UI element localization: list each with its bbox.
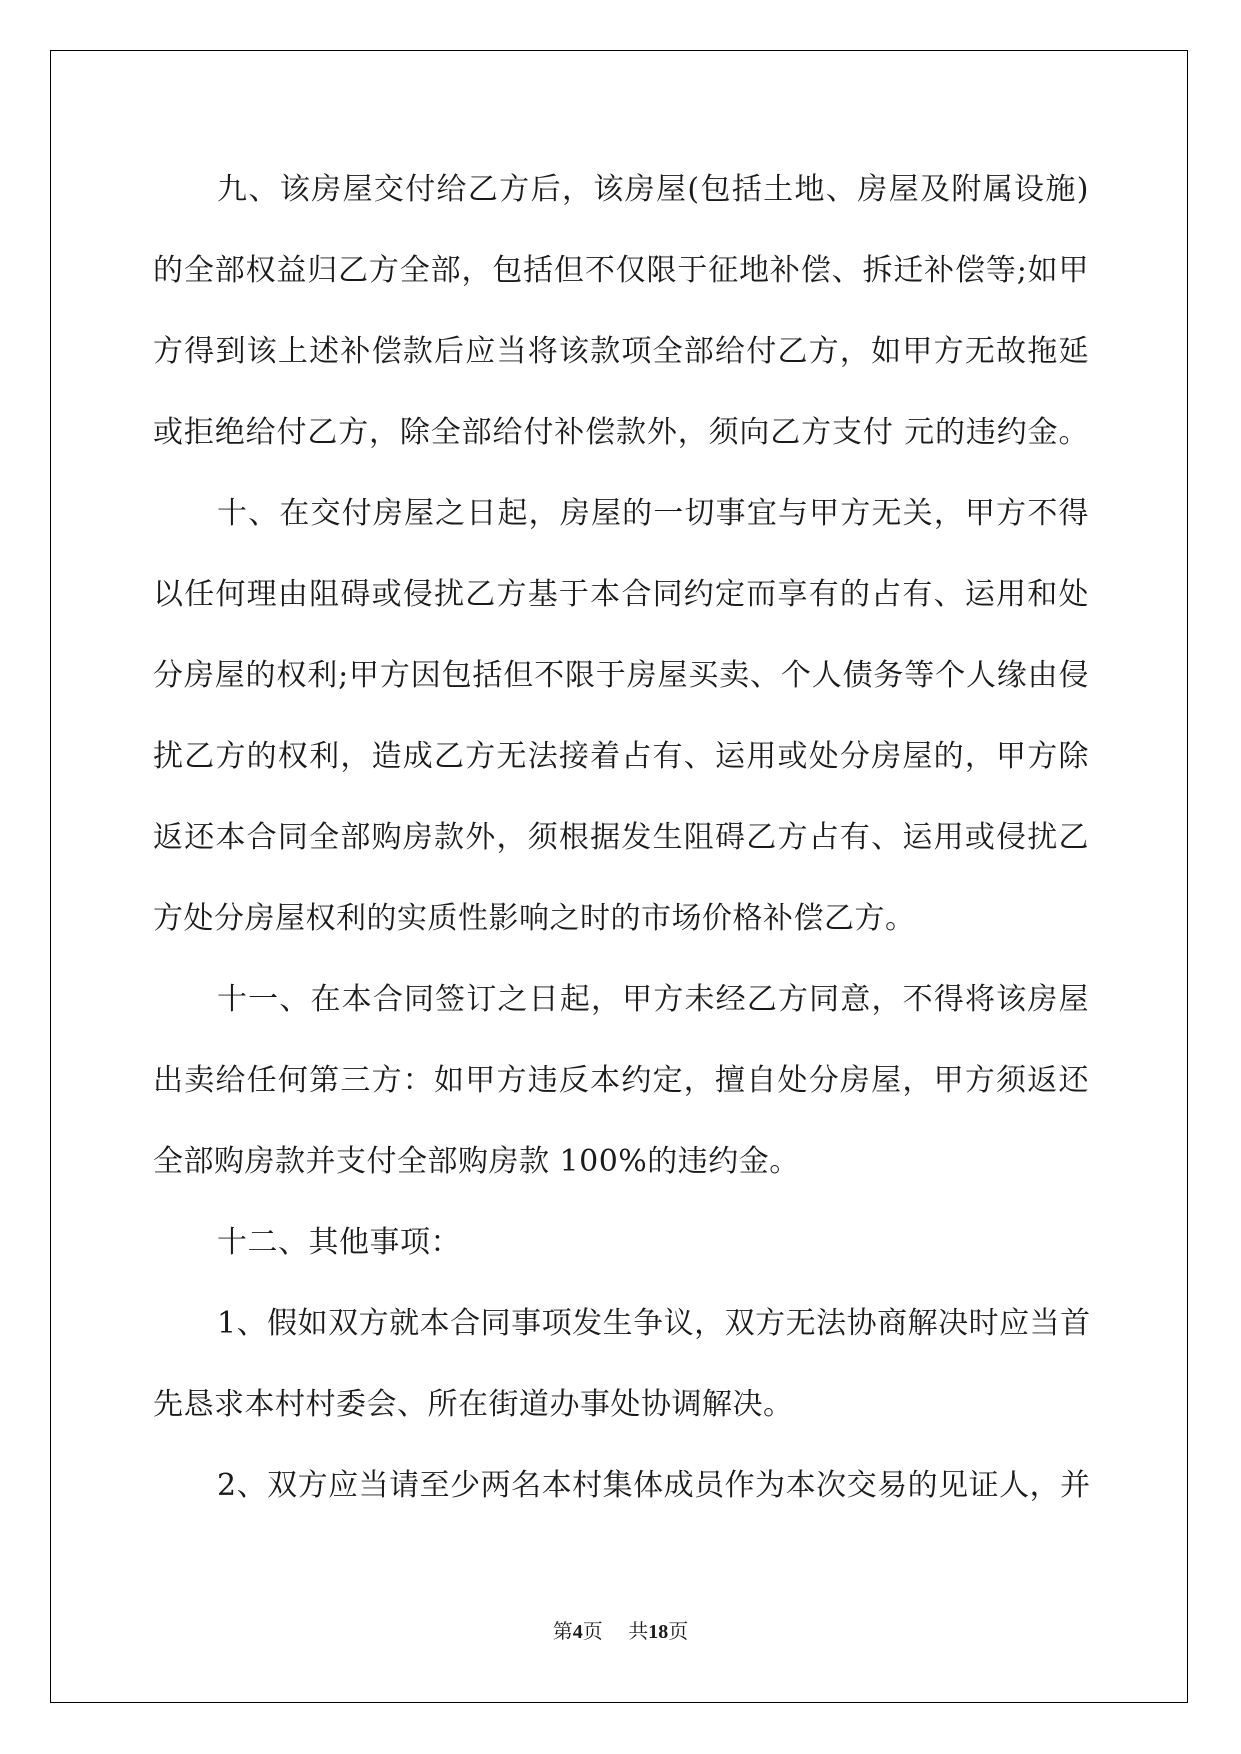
text-line: 以任何理由阻碍或侵扰乙方基于本合同约定而享有的占有、运用和处	[153, 577, 1089, 612]
text-line: 或拒绝给付乙方，除全部给付补偿款外，须向乙方支付 元的违约金。	[153, 415, 1089, 450]
total-page-count: 18	[648, 1621, 669, 1643]
text-line: 方处分房屋权利的实质性影响之时的市场价格补偿乙方。	[153, 901, 916, 936]
document-body	[153, 160, 1089, 1537]
text-line: 全部购房款并支付全部购房款 100%的违约金。	[153, 1144, 800, 1179]
text-line: 十二、其他事项：	[217, 1225, 461, 1260]
text-line: 的全部权益归乙方全部，包括但不仅限于征地补偿、拆迁补偿等;如甲	[153, 253, 1089, 288]
text-line: 分房屋的权利;甲方因包括但不限于房屋买卖、个人债务等个人缘由侵	[153, 658, 1089, 693]
text-line: 九、该房屋交付给乙方后，该房屋(包括土地、房屋及附属设施)	[217, 172, 1089, 207]
footer-page-suffix: 页	[582, 1619, 603, 1643]
text-line: 出卖给任何第三方：如甲方违反本约定，擅自处分房屋，甲方须返还	[153, 1063, 1089, 1098]
text-line: 十一、在本合同签订之日起，甲方未经乙方同意，不得将该房屋	[217, 982, 1089, 1017]
text-line: 2、双方应当请至少两名本村集体成员作为本次交易的见证人，并	[217, 1468, 1091, 1503]
current-page-number: 4	[572, 1621, 583, 1643]
text-line: 扰乙方的权利，造成乙方无法接着占有、运用或处分房屋的，甲方除	[153, 739, 1089, 774]
text-line: 方得到该上述补偿款后应当将该款项全部给付乙方，如甲方无故拖延	[153, 334, 1089, 369]
footer-prefix: 第	[552, 1619, 573, 1643]
footer-total-suffix: 页	[668, 1619, 689, 1643]
text-line: 1、假如双方就本合同事项发生争议，双方无法协商解决时应当首	[217, 1306, 1091, 1341]
footer-total-prefix: 共	[628, 1619, 649, 1643]
text-line: 先恳求本村村委会、所在街道办事处协调解决。	[153, 1387, 794, 1422]
footer-separator	[603, 1619, 628, 1643]
page-footer	[0, 1618, 1241, 1645]
text-line: 返还本合同全部购房款外，须根据发生阻碍乙方占有、运用或侵扰乙	[153, 820, 1089, 855]
text-line: 十、在交付房屋之日起，房屋的一切事宜与甲方无关，甲方不得	[217, 496, 1089, 531]
